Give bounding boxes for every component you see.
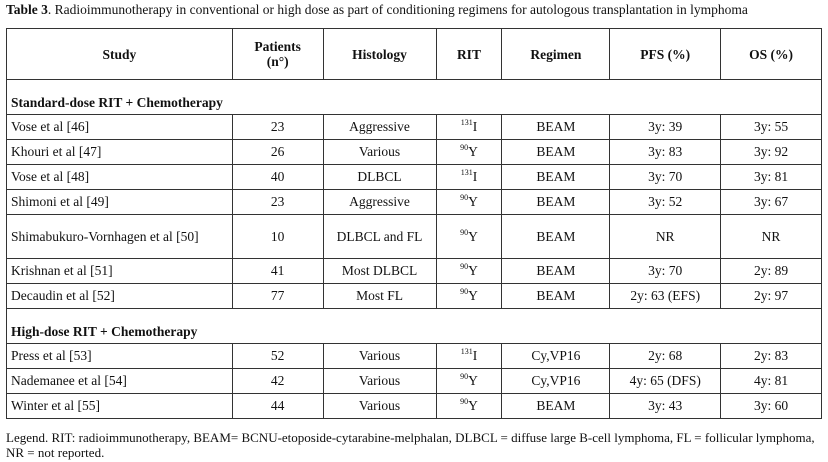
cell-study: Winter et al [55]: [7, 394, 233, 419]
cell-pfs: NR: [610, 215, 721, 259]
cell-os: NR: [721, 215, 822, 259]
cell-patients: 40: [232, 165, 323, 190]
cell-patients: 23: [232, 190, 323, 215]
cell-histology: Various: [323, 369, 436, 394]
cell-rit: [436, 190, 502, 215]
rit-element: Y: [468, 288, 478, 303]
rit-element: Y: [468, 144, 478, 159]
cell-study: Decaudin et al [52]: [7, 284, 233, 309]
cell-rit: [436, 140, 502, 165]
table-row: [7, 259, 822, 284]
rit-element: I: [472, 169, 478, 184]
table-row: [7, 190, 822, 215]
table-row: [7, 115, 822, 140]
cell-rit: [436, 369, 502, 394]
cell-patients: 77: [232, 284, 323, 309]
cell-regimen: Cy,VP16: [502, 344, 610, 369]
cell-histology: Most DLBCL: [323, 259, 436, 284]
cell-os: 2y: 97: [721, 284, 822, 309]
cell-histology: Various: [323, 344, 436, 369]
cell-os: 2y: 83: [721, 344, 822, 369]
header-pfs: PFS (%): [610, 29, 721, 80]
cell-histology: Most FL: [323, 284, 436, 309]
cell-patients: 44: [232, 394, 323, 419]
cell-histology: Various: [323, 394, 436, 419]
rit-isotope-mass: 90: [460, 287, 469, 296]
cell-pfs: 2y: 68: [610, 344, 721, 369]
cell-histology: Aggressive: [323, 190, 436, 215]
cell-regimen: BEAM: [502, 394, 610, 419]
section-title: Standard-dose RIT + Chemotherapy: [7, 80, 822, 115]
section-title: High-dose RIT + Chemotherapy: [7, 309, 822, 344]
cell-os: 3y: 60: [721, 394, 822, 419]
header-patients-unit: (n°): [266, 54, 289, 69]
cell-patients: 26: [232, 140, 323, 165]
cell-pfs: 3y: 52: [610, 190, 721, 215]
table-body: [7, 80, 822, 419]
cell-patients: 52: [232, 344, 323, 369]
cell-histology: DLBCL and FL: [323, 215, 436, 259]
table-row: [7, 344, 822, 369]
cell-regimen: BEAM: [502, 165, 610, 190]
cell-histology: DLBCL: [323, 165, 436, 190]
cell-patients: 23: [232, 115, 323, 140]
cell-os: 3y: 92: [721, 140, 822, 165]
rit-element: Y: [468, 194, 478, 209]
table-row: [7, 165, 822, 190]
section-header-row: [7, 80, 822, 115]
rit-element: Y: [468, 263, 478, 278]
header-patients-label: Patients: [254, 39, 301, 54]
cell-histology: Aggressive: [323, 115, 436, 140]
header-rit: RIT: [436, 29, 502, 80]
rit-isotope-mass: 90: [460, 397, 469, 406]
table-caption-text: . Radioimmunotherapy in conventional or high dose as part of conditioning regimens for autologous transplantation in lymphoma: [47, 2, 748, 17]
rit-isotope-mass: 90: [460, 372, 469, 381]
rit-isotope-mass: 90: [460, 262, 469, 271]
table-row: [7, 284, 822, 309]
rit-isotope-mass: 131: [460, 118, 473, 127]
cell-pfs: 3y: 39: [610, 115, 721, 140]
rit-isotope-mass: 131: [460, 168, 473, 177]
rit-element: Y: [468, 373, 478, 388]
cell-rit: [436, 115, 502, 140]
cell-rit: [436, 344, 502, 369]
cell-histology: Various: [323, 140, 436, 165]
rit-element: Y: [468, 398, 478, 413]
cell-pfs: 3y: 83: [610, 140, 721, 165]
header-study: Study: [7, 29, 233, 80]
cell-patients: 42: [232, 369, 323, 394]
cell-rit: [436, 394, 502, 419]
cell-regimen: BEAM: [502, 140, 610, 165]
results-table: [6, 28, 822, 419]
cell-study: Khouri et al [47]: [7, 140, 233, 165]
cell-study: Vose et al [46]: [7, 115, 233, 140]
cell-regimen: Cy,VP16: [502, 369, 610, 394]
cell-pfs: 3y: 70: [610, 165, 721, 190]
cell-rit: [436, 259, 502, 284]
header-regimen: Regimen: [502, 29, 610, 80]
cell-regimen: BEAM: [502, 115, 610, 140]
header-os: OS (%): [721, 29, 822, 80]
rit-element: I: [472, 119, 478, 134]
table-legend: Legend. RIT: radioimmunotherapy, BEAM= BCNU-etoposide-cytarabine-melphalan, DLBCL = diffuse large B-cell lymphoma, FL = follicular lymphoma, NR = not reported.: [6, 430, 815, 460]
header-row: [7, 29, 822, 80]
section-header-row: [7, 309, 822, 344]
table-row: [7, 369, 822, 394]
table-caption: [6, 2, 748, 18]
table-row: [7, 215, 822, 259]
table-caption-label: Table 3: [6, 2, 48, 17]
table-row: [7, 140, 822, 165]
rit-isotope-mass: 131: [460, 347, 473, 356]
header-histology: Histology: [323, 29, 436, 80]
cell-study: Nademanee et al [54]: [7, 369, 233, 394]
cell-pfs: 3y: 43: [610, 394, 721, 419]
cell-patients: 10: [232, 215, 323, 259]
cell-study: Shimoni et al [49]: [7, 190, 233, 215]
cell-pfs: 3y: 70: [610, 259, 721, 284]
cell-os: 3y: 55: [721, 115, 822, 140]
cell-regimen: BEAM: [502, 259, 610, 284]
cell-pfs: 2y: 63 (EFS): [610, 284, 721, 309]
cell-os: 3y: 67: [721, 190, 822, 215]
cell-rit: [436, 284, 502, 309]
cell-study: Vose et al [48]: [7, 165, 233, 190]
cell-pfs: 4y: 65 (DFS): [610, 369, 721, 394]
header-patients: [232, 29, 323, 80]
cell-regimen: BEAM: [502, 190, 610, 215]
cell-patients: 41: [232, 259, 323, 284]
cell-regimen: BEAM: [502, 284, 610, 309]
cell-study: Shimabukuro-Vornhagen et al [50]: [7, 215, 233, 259]
rit-element: Y: [468, 228, 478, 244]
rit-isotope-mass: 90: [460, 193, 469, 202]
rit-isotope-mass: 90: [460, 143, 469, 152]
cell-study: Krishnan et al [51]: [7, 259, 233, 284]
cell-os: 4y: 81: [721, 369, 822, 394]
rit-element: I: [472, 348, 478, 363]
cell-os: 3y: 81: [721, 165, 822, 190]
table-row: [7, 394, 822, 419]
cell-rit: [436, 215, 502, 259]
cell-rit: [436, 165, 502, 190]
cell-regimen: BEAM: [502, 215, 610, 259]
rit-isotope-mass: 90: [460, 227, 469, 237]
cell-os: 2y: 89: [721, 259, 822, 284]
cell-study: Press et al [53]: [7, 344, 233, 369]
